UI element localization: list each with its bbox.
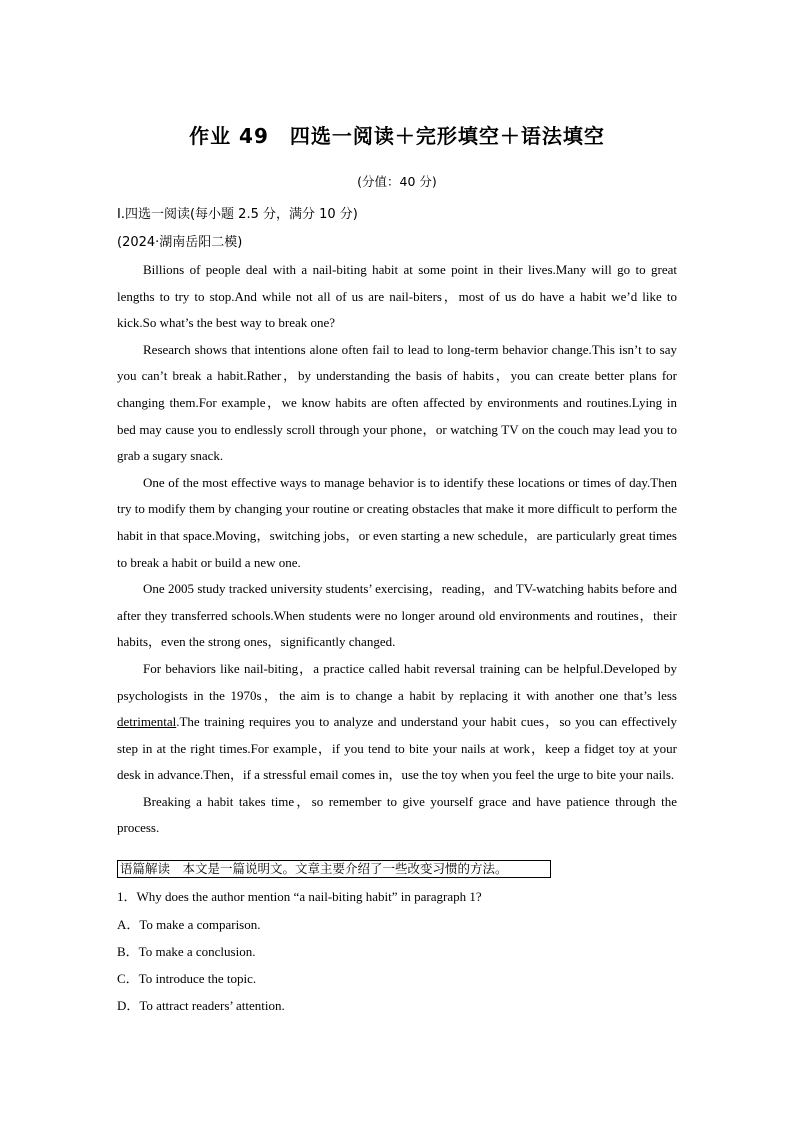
reading-analysis-box: 语篇解读 本文是一篇说明文。文章主要介绍了一些改变习惯的方法。: [117, 860, 551, 878]
score-note: (分值：40 分): [357, 174, 437, 189]
question-1-option-a[interactable]: A．To make a comparison.: [117, 917, 261, 932]
question-1-option-c[interactable]: C．To introduce the topic.: [117, 971, 257, 986]
paragraph-6: Breaking a habit takes time，so remember to give yourself grace and have patience through the process.: [117, 793, 677, 836]
question-1-option-b[interactable]: B．To make a conclusion.: [117, 944, 256, 959]
question-1-option-d[interactable]: D．To attract readers’ attention.: [117, 998, 285, 1013]
passage-source: (2024·湖南岳阳二模): [117, 235, 243, 250]
paragraph-4: One 2005 study tracked university students’ exercising，reading，and TV-watching habits before and after they transferred schools.When students were no longer around old environments and routines，their habits，even the strong ones，significantly changed.: [117, 581, 677, 650]
paragraph-1: Billions of people deal with a nail-biting habit at some point in their lives.Many will go to great lengths to try to stop.And while not all of us are nail-biters，most of us do have a habit we’d like to kick.So what’s the best way to break one?: [117, 262, 677, 331]
underlined-word: detrimental: [117, 714, 177, 730]
paragraph-5-text-a: For behaviors like nail-biting，a practice called habit reversal training can be helpful.Developed by psychologists in the 1970s，the aim is to change a habit by replacing it with another one that’s less: [117, 660, 677, 703]
paragraph-5-text-b: .The training requires you to analyze and understand your habit cues，so you can effectively step in at the right times.For example，if you tend to bite your nails at work，keep a fidget toy at your desk in advance.Then，if a stressful email comes in，use the toy when you feel the urge to bite your nails.: [117, 714, 677, 783]
paragraph-3: One of the most effective ways to manage behavior is to identify these locations or times of day.Then try to modify them by changing your routine or creating obstacles that make it more difficult to perform the habit in that space.Moving，switching jobs，or even starting a new schedule，are particularly great times to break a habit or build a new one.: [117, 474, 677, 570]
section-heading: Ⅰ.四选一阅读(每小题 2.5 分，满分 10 分): [117, 207, 358, 222]
reading-passage: [117, 257, 677, 842]
paragraph-2: Research shows that intentions alone often fail to lead to long-term behavior change.This isn’t to say you can’t break a habit.Rather，by understanding the basis of habits，you can create better plans for changing them.For example，we know habits are often affected by environments and routines.Lying in bed may cause you to endlessly scroll through your phone，or watching TV on the couch may lead you to grab a sugary snack.: [117, 341, 677, 464]
question-1-stem: 1．Why does the author mention “a nail-biting habit” in paragraph 1?: [117, 889, 482, 904]
page-title: 作业 49 四选一阅读＋完形填空＋语法填空: [189, 124, 605, 148]
paragraph-5: [117, 656, 677, 789]
